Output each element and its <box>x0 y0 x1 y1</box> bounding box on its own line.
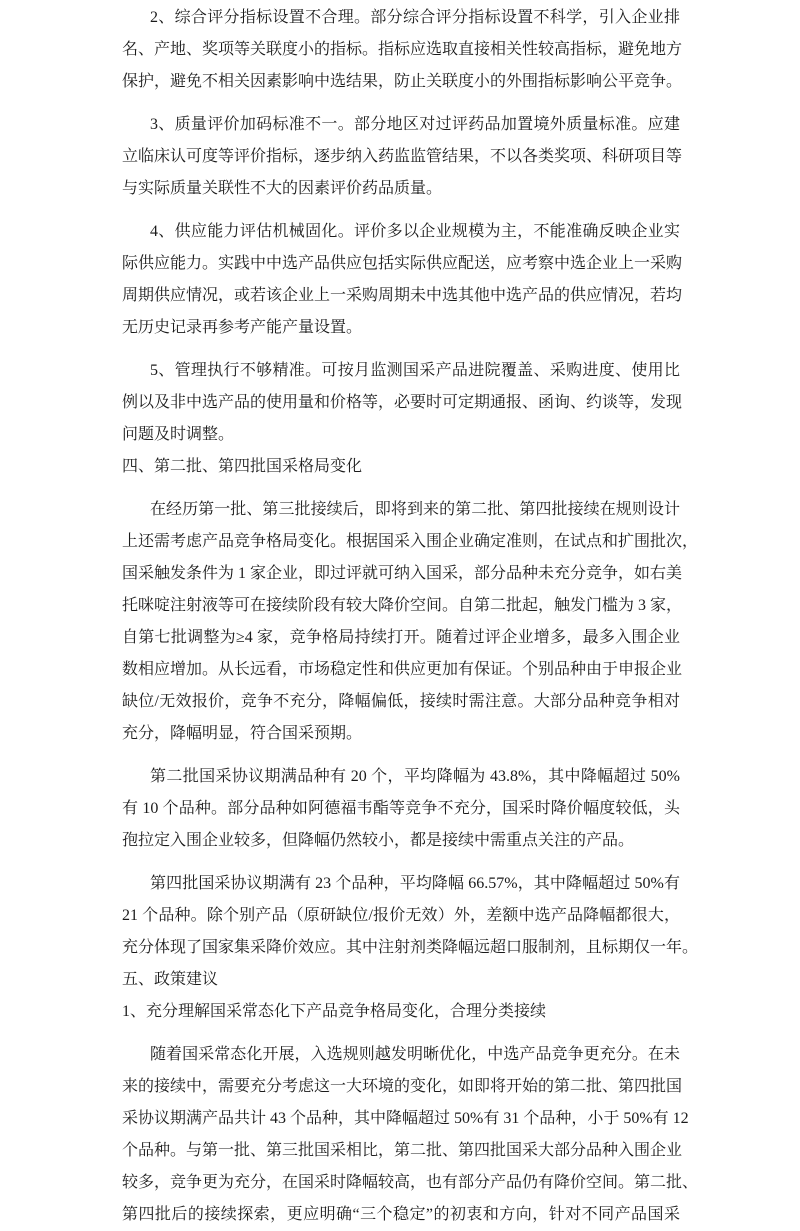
text-line: 问题及时调整。 <box>122 426 235 443</box>
text-line: 充分，降幅明显，符合国采预期。 <box>122 725 363 742</box>
section-heading <box>122 964 680 996</box>
text-line: 托咪啶注射液等可在接续阶段有较大降价空间。自第二批起，触发门槛为 3 家， <box>122 597 683 614</box>
document-page <box>122 2 699 1231</box>
text-line: 2、综合评分指标设置不合理。部分综合评分指标设置不科学，引入企业排 <box>150 9 680 26</box>
text-line: 来的接续中，需要充分考虑这一大环境的变化，如即将开始的第二批、第四批国 <box>122 1078 683 1095</box>
section-heading <box>122 451 680 483</box>
paragraph <box>122 1039 699 1231</box>
text-line: 孢拉定入围企业较多，但降幅仍然较小，都是接续中需重点关注的产品。 <box>122 832 635 849</box>
section-heading <box>122 996 680 1028</box>
text-line: 五、政策建议 <box>122 971 219 988</box>
text-line: 3、质量评价加码标准不一。部分地区对过评药品加置境外质量标准。应建 <box>150 116 680 133</box>
text-line: 缺位/无效报价，竞争不充分，降幅偏低，接续时需注意。大部分品种竞争相对 <box>122 693 680 710</box>
paragraph <box>122 355 683 451</box>
text-line: 第二批国采协议期满品种有 20 个，平均降幅为 43.8%，其中降幅超过 50% <box>150 768 680 785</box>
paragraph <box>122 494 699 750</box>
text-line: 数相应增加。从长远看，市场稳定性和供应更加有保证。个别品种由于申报企业 <box>122 661 683 678</box>
text-line: 与实际质量关联性不大的因素评价药品质量。 <box>122 180 443 197</box>
text-line: 第四批后的接续探索，更应明确“三个稳定”的初衷和方向，针对不同产品国采 <box>122 1206 680 1223</box>
text-line: 上还需考虑产品竞争格局变化。根据国采入围企业确定准则，在试点和扩围批次， <box>122 533 699 550</box>
text-line: 无历史记录再参考产能产量设置。 <box>122 319 363 336</box>
text-line: 有 10 个品种。部分品种如阿德福韦酯等竞争不充分，国采时降价幅度较低，头 <box>122 800 680 817</box>
paragraph <box>122 2 683 98</box>
text-line: 例以及非中选产品的使用量和价格等，必要时可定期通报、函询、约谈等，发现 <box>122 394 683 411</box>
text-line: 较多，竞争更为充分，在国采时降幅较高，也有部分产品仍有降价空间。第二批、 <box>122 1174 699 1191</box>
text-line: 周期供应情况，或若该企业上一采购周期未中选其他中选产品的供应情况，若均 <box>122 287 683 304</box>
text-line: 保护，避免不相关因素影响中选结果，防止关联度小的外围指标影响公平竞争。 <box>122 73 683 90</box>
paragraph <box>122 216 683 344</box>
text-line: 5、管理执行不够精准。可按月监测国采产品进院覆盖、采购进度、使用比 <box>150 362 680 379</box>
paragraph <box>122 761 680 857</box>
text-line: 四、第二批、第四批国采格局变化 <box>122 458 363 475</box>
text-line: 4、供应能力评估机械固化。评价多以企业规模为主，不能准确反映企业实 <box>150 223 680 240</box>
text-line: 采协议期满产品共计 43 个品种，其中降幅超过 50%有 31 个品种，小于 50%有 12 <box>122 1110 689 1127</box>
text-line: 在经历第一批、第三批接续后，即将到来的第二批、第四批接续在规则设计 <box>150 501 680 518</box>
text-line: 自第七批调整为≥4 家，竞争格局持续打开。随着过评企业增多，最多入围企业 <box>122 629 680 646</box>
paragraph <box>122 109 683 205</box>
text-line: 国采触发条件为 1 家企业，即过评就可纳入国采，部分品种未充分竞争，如右美 <box>122 565 683 582</box>
text-line: 个品种。与第一批、第三批国采相比，第二批、第四批国采大部分品种入围企业 <box>122 1142 683 1159</box>
text-line: 第四批国采协议期满有 23 个品种，平均降幅 66.57%，其中降幅超过 50%有 <box>150 875 680 892</box>
text-line: 名、产地、奖项等关联度小的指标。指标应选取直接相关性较高指标，避免地方 <box>122 41 683 58</box>
text-line: 立临床认可度等评价指标，逐步纳入药监监管结果，不以各类奖项、科研项目等 <box>122 148 683 165</box>
text-line: 1、充分理解国采常态化下产品竞争格局变化，合理分类接续 <box>122 1003 547 1020</box>
text-line: 21 个品种。除个别产品（原研缺位/报价无效）外，差额中选产品降幅都很大， <box>122 907 680 924</box>
text-line: 随着国采常态化开展，入选规则越发明晰优化，中选产品竞争更充分。在未 <box>150 1046 680 1063</box>
text-line: 际供应能力。实践中中选产品供应包括实际供应配送，应考察中选企业上一采购 <box>122 255 683 272</box>
paragraph <box>122 868 699 964</box>
text-line: 充分体现了国家集采降价效应。其中注射剂类降幅远超口服制剂，且标期仅一年。 <box>122 939 699 956</box>
